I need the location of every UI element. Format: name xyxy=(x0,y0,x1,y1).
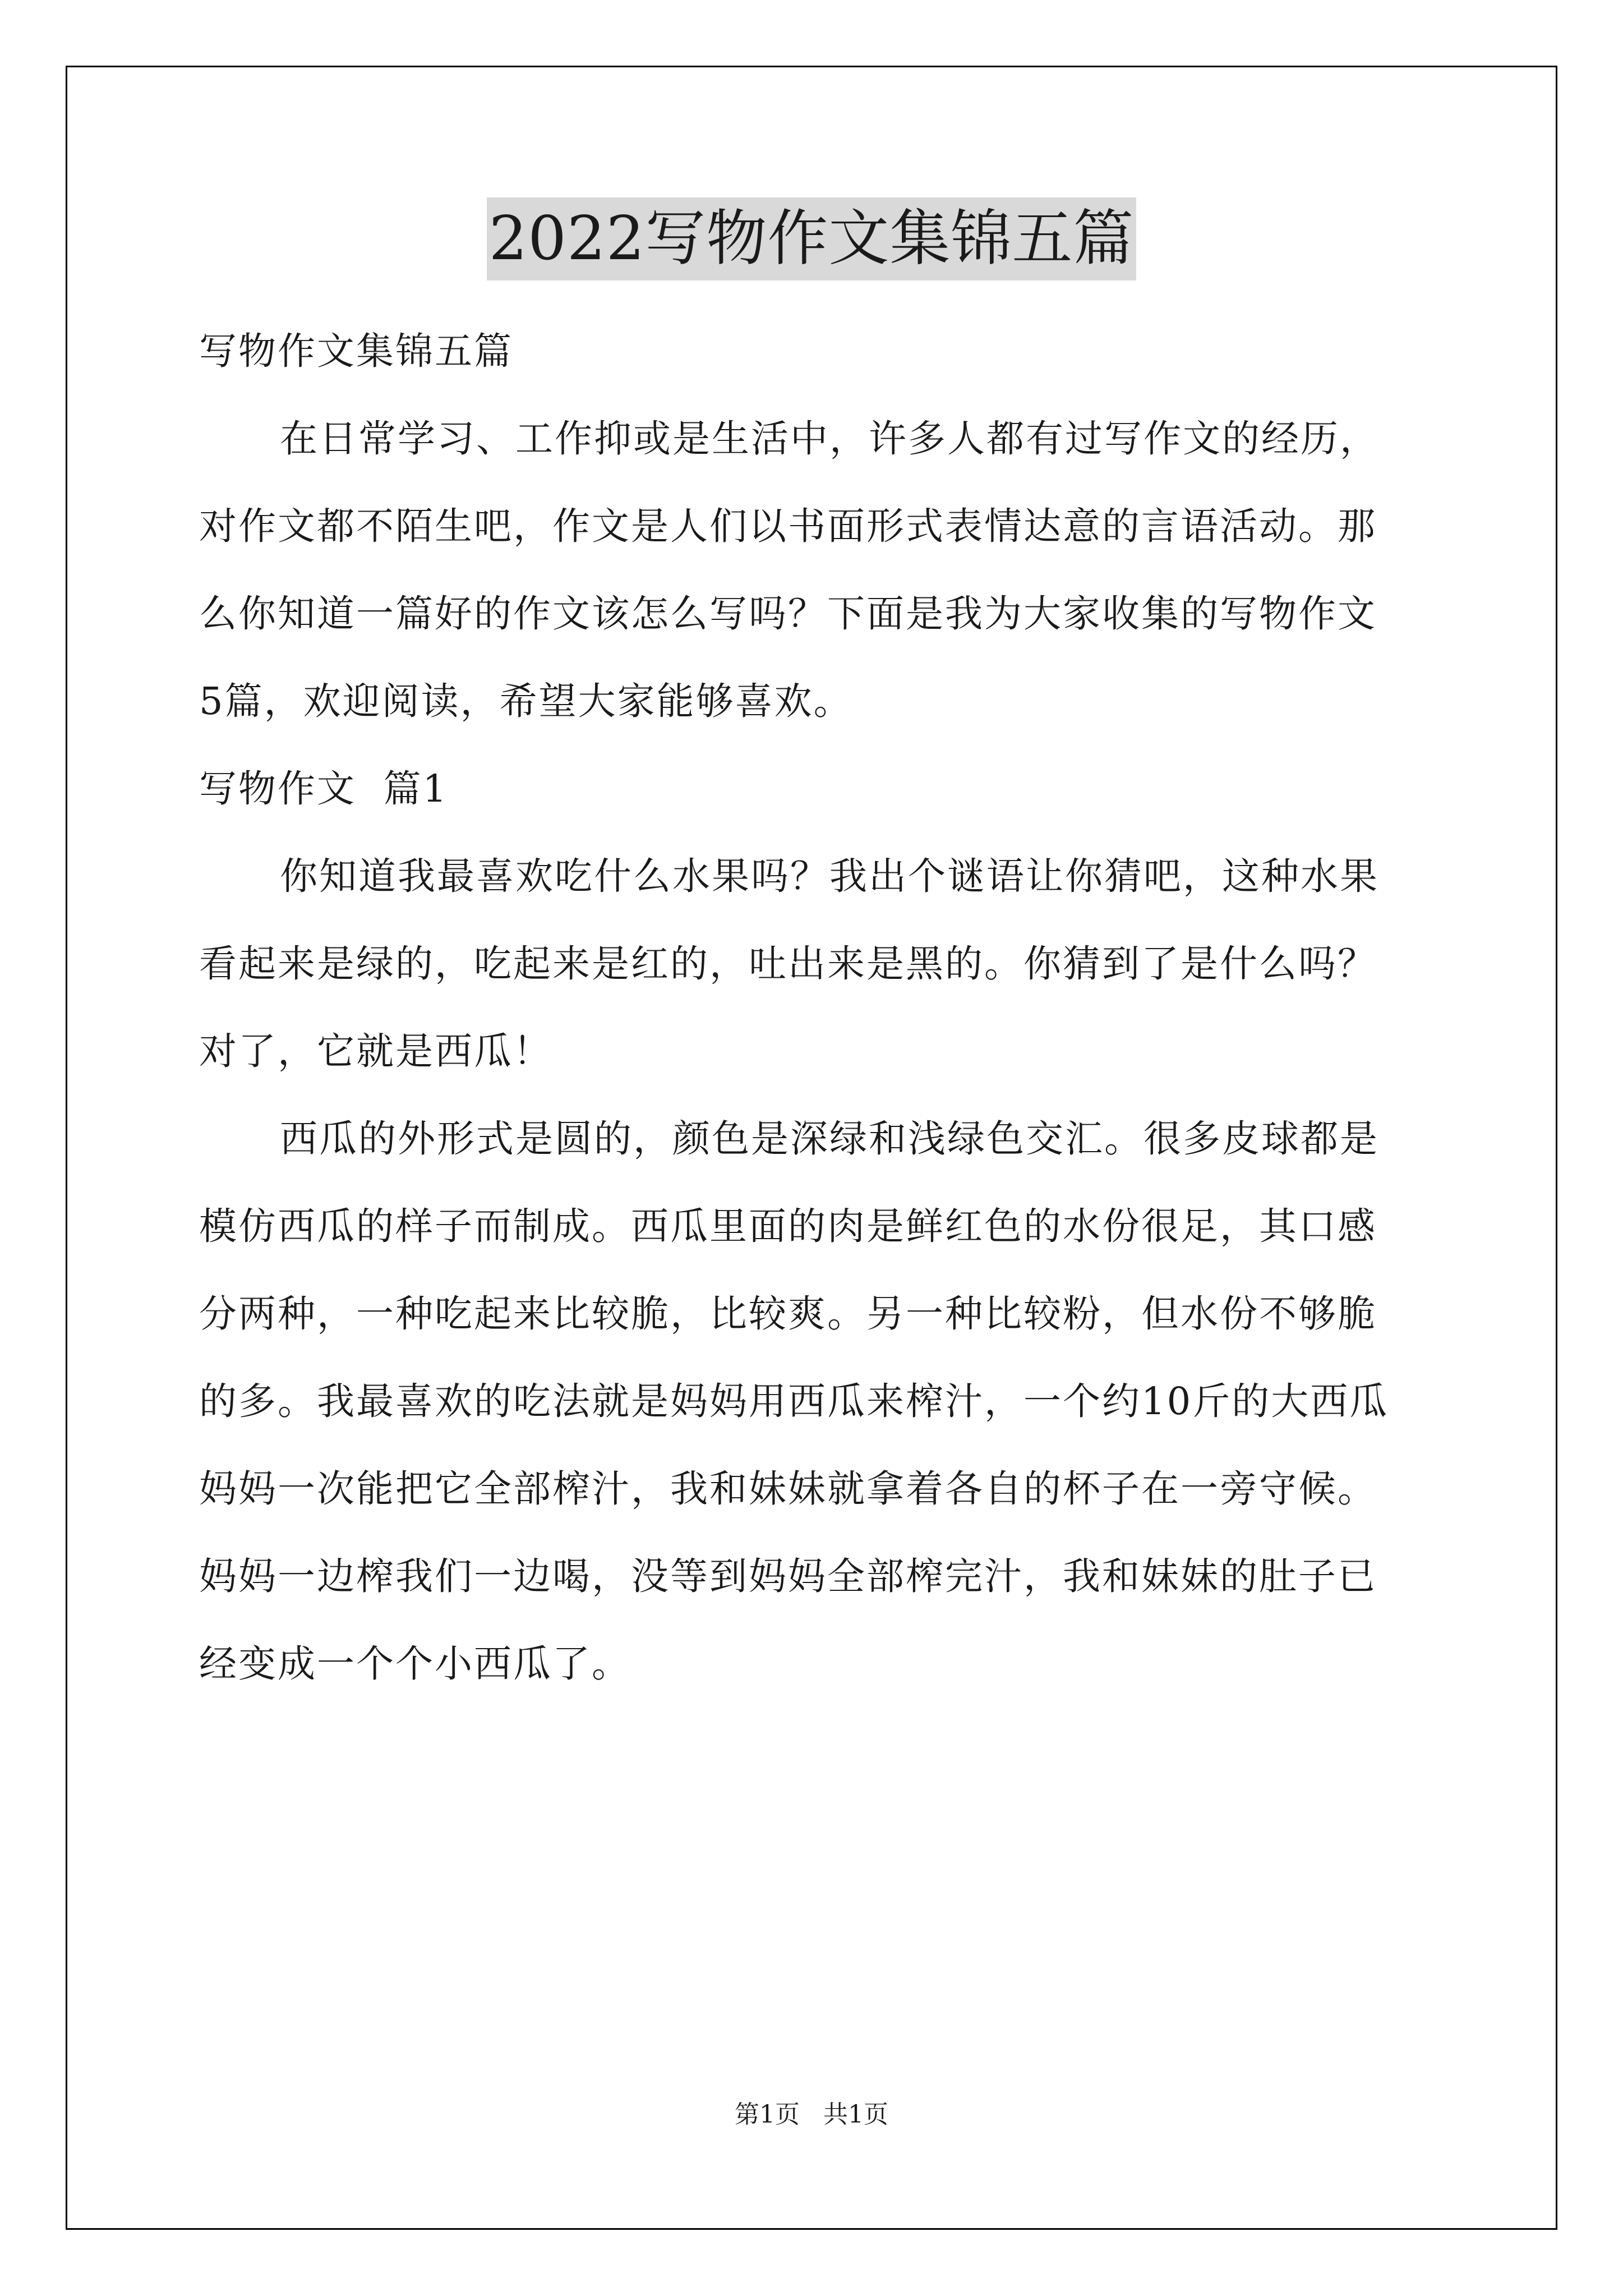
section-heading: 写物作文 篇1 xyxy=(199,767,449,811)
collection-heading: 写物作文集锦五篇 xyxy=(199,329,513,373)
paragraph-line: 看起来是绿的，吃起来是红的，吐出来是黑的。你猜到了是什么吗？ xyxy=(199,942,1377,986)
page-number: 第1页 共1页 xyxy=(735,2100,888,2129)
intro-paragraph xyxy=(199,395,1424,745)
paragraph-line: 模仿西瓜的样子而制成。西瓜里面的肉是鲜红色的水份很足，其口感 xyxy=(199,1204,1377,1248)
intro-line: 么你知道一篇好的作文该怎么写吗？下面是我为大家收集的写物作文 xyxy=(199,592,1377,636)
intro-line: 在日常学习、工作抑或是生活中，许多人都有过写作文的经历， xyxy=(280,417,1379,461)
paragraph-description xyxy=(199,1095,1424,1708)
paragraph-line: 妈妈一次能把它全部榨汁，我和妹妹就拿着各自的杯子在一旁守候。 xyxy=(199,1467,1377,1511)
document-title: 2022写物作文集锦五篇 xyxy=(487,197,1137,280)
paragraph-line: 分两种，一种吃起来比较脆，比较爽。另一种比较粉，但水份不够脆 xyxy=(199,1292,1377,1336)
intro-line: 5篇，欢迎阅读，希望大家能够喜欢。 xyxy=(199,679,853,723)
intro-line: 对作文都不陌生吧，作文是人们以书面形式表情达意的言语活动。那 xyxy=(199,504,1377,548)
paragraph-riddle xyxy=(199,832,1424,1095)
title-container xyxy=(0,197,1623,280)
paragraph-line: 你知道我最喜欢吃什么水果吗？我出个谜语让你猜吧，这种水果 xyxy=(280,854,1379,898)
paragraph-line: 对了，它就是西瓜！ xyxy=(199,1029,552,1073)
paragraph-line: 妈妈一边榨我们一边喝，没等到妈妈全部榨完汁，我和妹妹的肚子已 xyxy=(199,1554,1377,1598)
paragraph-line: 经变成一个个小西瓜了。 xyxy=(199,1642,631,1686)
paragraph-line: 西瓜的外形式是圆的，颜色是深绿和浅绿色交汇。很多皮球都是 xyxy=(280,1117,1379,1161)
page-footer xyxy=(0,2098,1623,2132)
paragraph-line: 的多。我最喜欢的吃法就是妈妈用西瓜来榨汁，一个约10斤的大西瓜 xyxy=(199,1379,1389,1423)
document-body xyxy=(199,307,1424,1708)
